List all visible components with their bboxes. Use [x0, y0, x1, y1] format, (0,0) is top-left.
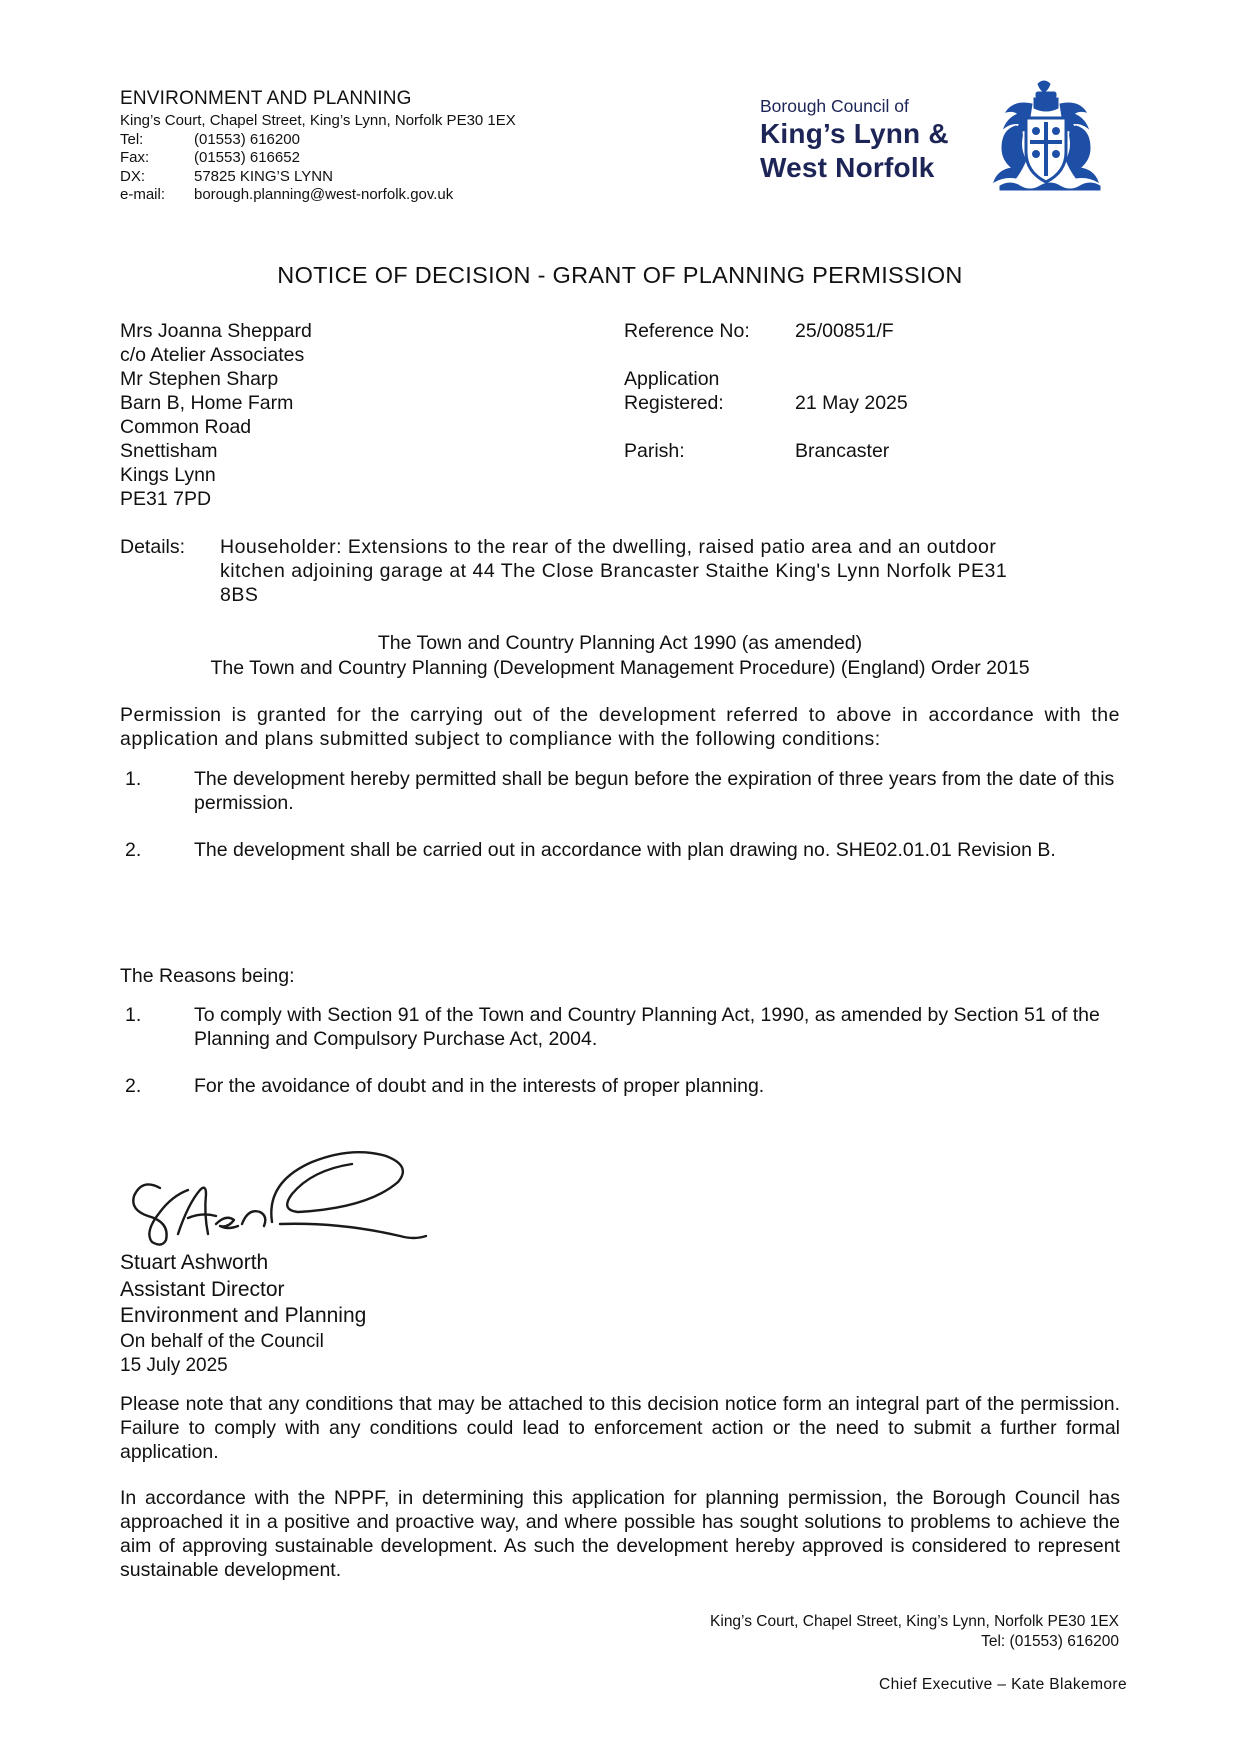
application-details: [120, 535, 1120, 607]
legislation-reference: [0, 631, 1240, 680]
contact-row-dx: [120, 168, 516, 187]
signatory-name: Stuart Ashworth: [120, 1251, 269, 1274]
reason-text: To comply with Section 91 of the Town and Country Planning Act, 1990, as amended by Section 51 of the Planning and Compulsory Purchase Act, 2004.: [194, 1004, 1100, 1050]
reference-row: [624, 319, 908, 343]
reason-item: [120, 1074, 1120, 1098]
signatory-block: [120, 1250, 366, 1378]
registered-label: Registered:: [624, 392, 724, 414]
contact-value: 57825 KING’S LYNN: [194, 167, 333, 185]
registered-value: 21 May 2025: [795, 392, 908, 414]
nppf-note: In accordance with the NPPF, in determining this application for planning permission, the Borough Council has approached it in a positive and proactive way, and where possible has sought solutions to problems to achieve the aim of approving sustainable development. As such the development hereby approved is considered to represent sustainable development.: [120, 1487, 1120, 1581]
condition-number: 2.: [125, 839, 142, 861]
reasons-heading: The Reasons being:: [120, 965, 295, 987]
notice-title: NOTICE OF DECISION - GRANT OF PLANNING PERMISSION: [277, 262, 963, 288]
decision-date: 15 July 2025: [120, 1354, 228, 1376]
contact-label: e-mail:: [120, 186, 166, 204]
applicant-line: c/o Atelier Associates: [120, 344, 305, 366]
council-address: King’s Court, Chapel Street, King’s Lynn, Norfolk PE30 1EX: [120, 112, 516, 129]
contact-row-email: [120, 186, 516, 205]
council-logo-wordmark: [760, 96, 949, 185]
condition-text: The development shall be carried out in accordance with plan drawing no. SHE02.01.01 Revision B.: [194, 839, 1056, 861]
footer-tel: Tel: (01553) 616200: [981, 1633, 1119, 1650]
reason-text: For the avoidance of doubt and in the interests of proper planning.: [194, 1075, 765, 1097]
signatory-behalf: On behalf of the Council: [120, 1330, 324, 1352]
registered-row: [624, 391, 908, 415]
application-label: Application: [624, 368, 720, 390]
contact-label: Fax:: [120, 149, 150, 167]
conditions-note: Please note that any conditions that may be attached to this decision notice form an integral part of the permission. Failure to comply with any conditions could lead to enforcement action or the need to submit a further formal application.: [120, 1393, 1120, 1463]
applicant-line: PE31 7PD: [120, 488, 212, 510]
contact-label: Tel:: [120, 130, 144, 148]
contact-row-tel: [120, 131, 516, 150]
spacer-row: [624, 415, 908, 439]
application-metadata: [624, 319, 908, 463]
applicant-line: Snettisham: [120, 440, 218, 462]
applicant-line: Mrs Joanna Sheppard: [120, 320, 312, 342]
borough-crest-icon: [986, 78, 1106, 194]
condition-text: The development hereby permitted shall be begun before the expiration of three years from the date of this permission.: [194, 768, 1115, 814]
application-row: [624, 367, 908, 391]
chief-executive-line: Chief Executive – Kate Blakemore: [878, 1676, 1127, 1693]
condition-item: [120, 767, 1120, 815]
parish-value: Brancaster: [795, 440, 890, 462]
spacer-row: [624, 343, 908, 367]
reason-item: [120, 1003, 1120, 1051]
reason-number: 1.: [125, 1004, 142, 1026]
applicant-line: Common Road: [120, 416, 252, 438]
details-line: 8BS: [220, 584, 259, 606]
applicant-line: Mr Stephen Sharp: [120, 368, 279, 390]
department-heading: ENVIRONMENT AND PLANNING: [120, 88, 412, 109]
contact-value: (01553) 616200: [194, 130, 300, 148]
signatory-role: Assistant Director: [120, 1277, 285, 1301]
signatory-department: Environment and Planning: [120, 1304, 367, 1327]
act-line: The Town and Country Planning (Development Management Procedure) (England) Order 2015: [210, 656, 1030, 679]
logo-line-2: King’s Lynn &: [760, 118, 949, 149]
reference-value: 25/00851/F: [795, 320, 894, 342]
logo-line-1: Borough Council of: [760, 96, 909, 116]
footer-address: King’s Court, Chapel Street, King’s Lynn, Norfolk PE30 1EX: [710, 1613, 1119, 1630]
condition-number: 1.: [125, 768, 142, 790]
details-label: Details:: [120, 536, 186, 558]
reference-label: Reference No:: [624, 320, 750, 342]
details-text: [220, 535, 1120, 607]
contact-row-fax: [120, 149, 516, 168]
applicant-address: [120, 319, 312, 511]
reason-number: 2.: [125, 1075, 142, 1097]
permission-statement: Permission is granted for the carrying out of the development referred to above in accordance with the application and plans submitted subject to compliance with the following conditions:: [120, 704, 1120, 750]
council-contact-block: [120, 112, 516, 205]
footer-contact: [710, 1612, 1119, 1652]
condition-item: [120, 838, 1120, 862]
parish-label: Parish:: [624, 440, 685, 462]
logo-line-3: West Norfolk: [760, 152, 935, 183]
details-line: Householder: Extensions to the rear of the dwelling, raised patio area and an outdoor: [220, 536, 997, 558]
act-line: The Town and Country Planning Act 1990 (as amended): [377, 632, 863, 654]
applicant-line: Kings Lynn: [120, 464, 216, 486]
applicant-line: Barn B, Home Farm: [120, 392, 294, 414]
parish-row: [624, 439, 908, 463]
contact-email: borough.planning@west-norfolk.gov.uk: [194, 186, 454, 204]
contact-label: DX:: [120, 167, 146, 185]
handwritten-signature: [120, 1138, 450, 1248]
details-line: kitchen adjoining garage at 44 The Close Brancaster Staithe King's Lynn Norfolk PE31: [220, 560, 1008, 582]
contact-value: (01553) 616652: [194, 149, 300, 167]
